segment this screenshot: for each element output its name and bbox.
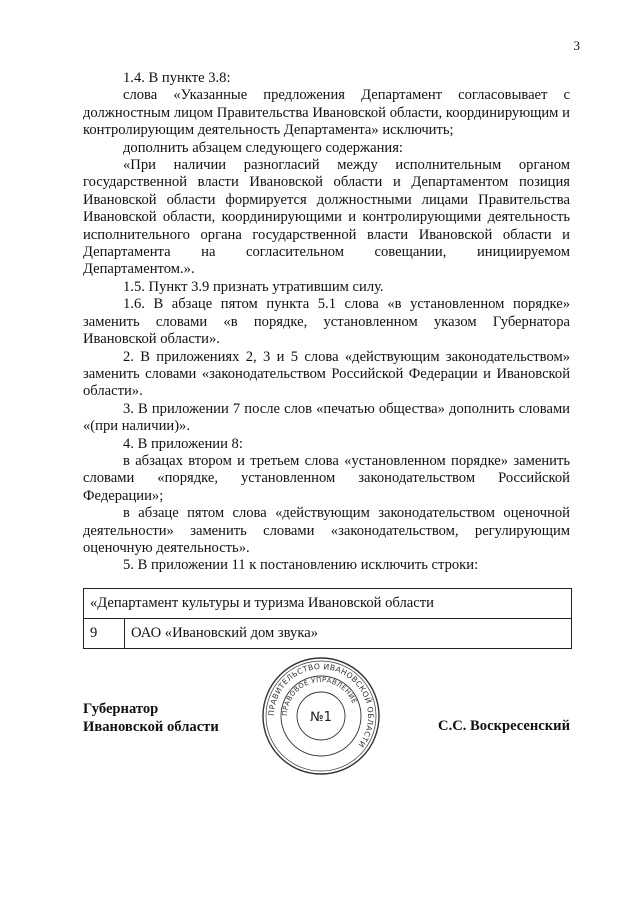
signer-title: [83, 700, 219, 736]
paragraph-1-5: 1.5. Пункт 3.9 признать утратившим силу.: [123, 278, 384, 295]
paragraph-1-6: 1.6. В абзаце пятом пункта 5.1 слова «в установленном порядке» заменить словами «в порядке, установленном указом Губернатора Ивановской области».: [83, 296, 570, 348]
paragraph-1-4-add: дополнить абзацем следующего содержания:: [123, 139, 403, 156]
table-row-value: ОАО «Ивановский дом звука»: [125, 619, 572, 649]
signer-name: С.С. Воскресенский: [438, 718, 570, 734]
paragraph-4: 4. В приложении 8:: [123, 435, 243, 452]
signer-title-line-1: Губернатор: [83, 701, 159, 717]
seal-number: №1: [310, 710, 332, 725]
paragraph-2: 2. В приложениях 2, 3 и 5 слова «действующим законодательством» заменить словами «законодательством Российской Федерации и Ивановской области».: [83, 348, 570, 400]
paragraph-1-4-words: слова «Указанные предложения Департамент согласовывает с должностным лицом Правительства Ивановской области, координирующим и контролирующим деятельность Департамента» исключить;: [83, 87, 570, 139]
paragraph-4-second: в абзаце пятом слова «действующим законодательством оценочной деятельности» заменить словами «законодательством, регулирующим оценочную деятельность».: [83, 505, 570, 556]
paragraph-1-4: 1.4. В пункте 3.8:: [123, 70, 231, 86]
seal-inner-text: ПРАВОВОЕ УПРАВЛЕНИЕ: [280, 675, 359, 717]
document-body: [83, 70, 570, 575]
paragraph-5: 5. В приложении 11 к постановлению исключить строки:: [123, 557, 479, 574]
table-row: [84, 589, 572, 619]
page-number: 3: [573, 38, 580, 53]
official-seal: [260, 655, 382, 777]
excluded-rows-table: [83, 588, 572, 649]
paragraph-3: 3. В приложении 7 после слов «печатью общества» дополнить словами «(при наличии)».: [83, 400, 570, 435]
paragraph-4-first: в абзацах втором и третьем слова «установленном порядке» заменить словами «порядке, установленном законодательством Российской Федерации»;: [83, 452, 570, 504]
seal-outer-text: ПРАВИТЕЛЬСТВО ИВАНОВСКОЙ ОБЛАСТИ: [266, 661, 376, 750]
signer-title-line-2: Ивановской области: [83, 719, 219, 735]
paragraph-1-4-quote: «При наличии разногласий между исполнительным органом государственной власти Ивановской области и Департаментом позиция Ивановской области формируется должностными лицами Правительства Ивановской области, координирующими и контролирующими деятельность исполнительного органа государственной власти Ивановской области и Департамента на согласительном совещании, инициируемом Департаментом.».: [83, 157, 570, 278]
table-row-number: 9: [84, 619, 125, 649]
table-row: [84, 619, 572, 649]
table-header-cell: «Департамент культуры и туризма Ивановской области: [84, 589, 572, 619]
